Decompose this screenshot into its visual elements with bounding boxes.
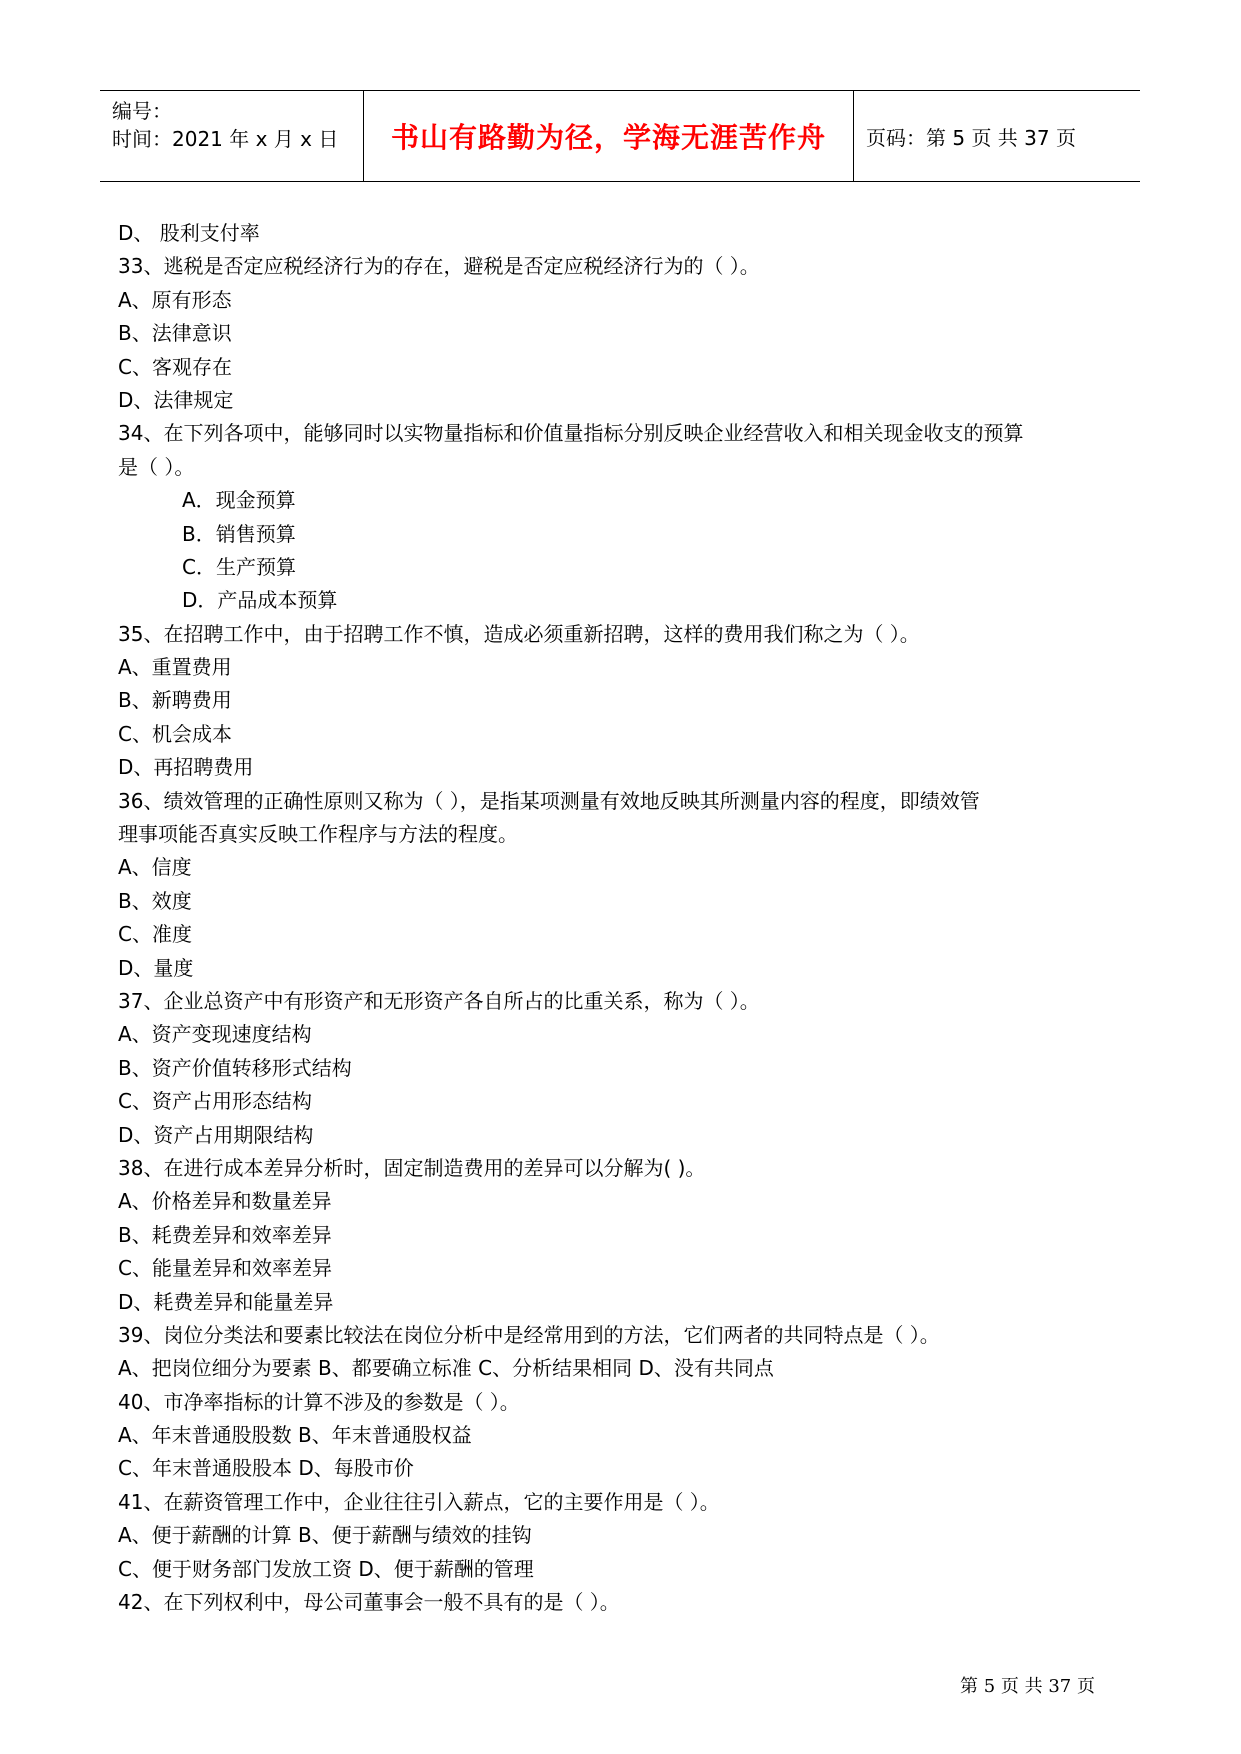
text-line: 是（ ）。 — [118, 454, 195, 479]
text-line: C．生产预算 — [182, 554, 296, 579]
text-line: 理事项能否真实反映工作程序与方法的程度。 — [118, 822, 518, 847]
header-motto-cell — [364, 91, 854, 181]
text-line: B、耗费差异和效率差异 — [118, 1222, 332, 1247]
text-line: C、机会成本 — [118, 721, 232, 746]
text-line: B、法律意识 — [118, 321, 232, 346]
text-line: A、资产变现速度结构 — [118, 1022, 312, 1047]
text-line: D、资产占用期限结构 — [118, 1122, 314, 1147]
text-line: B、新聘费用 — [118, 688, 232, 713]
text-line: D、量度 — [118, 955, 194, 980]
text-line: D、再招聘费用 — [118, 755, 254, 780]
text-line: C、能量差异和效率差异 — [118, 1256, 332, 1281]
text-line: C、资产占用形态结构 — [118, 1089, 312, 1114]
text-line: A．现金预算 — [182, 488, 296, 513]
text-line: B．销售预算 — [182, 521, 296, 546]
text-line: 37、企业总资产中有形资产和无形资产各自所占的比重关系，称为（ ）。 — [118, 988, 760, 1013]
document-header — [100, 90, 1140, 182]
text-line: B、效度 — [118, 888, 192, 913]
text-line: D、耗费差异和能量差异 — [118, 1289, 334, 1314]
text-line: 38、在进行成本差异分析时，固定制造费用的差异可以分解为( )。 — [118, 1155, 706, 1180]
text-line: 35、在招聘工作中，由于招聘工作不慎，造成必须重新招聘，这样的费用我们称之为（ ）。 — [118, 621, 920, 646]
motto-text: 书山有路勤为径，学海无涯苦作舟 — [390, 121, 826, 154]
text-line: 41、在薪资管理工作中，企业往往引入薪点，它的主要作用是（ ）。 — [118, 1489, 720, 1514]
time-label: 时间：2021 年 x 月 x 日 — [112, 127, 339, 151]
text-line: 36、绩效管理的正确性原则又称为（ ），是指某项测量有效地反映其所测量内容的程度，即绩效管 — [118, 788, 980, 813]
text-line: D、法律规定 — [118, 387, 234, 412]
header-meta-cell — [100, 91, 364, 181]
text-line: 40、市净率指标的计算不涉及的参数是（ ）。 — [118, 1389, 520, 1414]
page-info: 页码：第 5 页 共 37 页 — [866, 125, 1076, 150]
text-line: A、年末普通股股数 B、年末普通股权益 — [118, 1423, 472, 1448]
page-footer: 第 5 页 共 37 页 — [960, 1676, 1095, 1697]
header-page-cell — [854, 91, 1140, 181]
text-line: A、把岗位细分为要素 B、都要确立标准 C、分析结果相同 D、没有共同点 — [118, 1356, 774, 1381]
text-line: 39、岗位分类法和要素比较法在岗位分析中是经常用到的方法，它们两者的共同特点是（ ）。 — [118, 1322, 940, 1347]
text-line: B、资产价值转移形式结构 — [118, 1055, 352, 1080]
text-line: C、准度 — [118, 922, 192, 947]
serial-label: 编号： — [112, 99, 172, 123]
text-line: C、年末普通股股本 D、每股市价 — [118, 1456, 414, 1481]
text-line: C、客观存在 — [118, 354, 232, 379]
text-line: A、重置费用 — [118, 655, 232, 680]
text-line: D．产品成本预算 — [182, 588, 338, 613]
question-list — [118, 217, 1128, 1619]
text-line: A、信度 — [118, 855, 192, 880]
text-line: 33、逃税是否定应税经济行为的存在，避税是否定应税经济行为的（ ）。 — [118, 254, 760, 279]
text-line: C、便于财务部门发放工资 D、便于薪酬的管理 — [118, 1556, 534, 1581]
text-line: A、原有形态 — [118, 287, 232, 312]
text-line: 34、在下列各项中，能够同时以实物量指标和价值量指标分别反映企业经营收入和相关现金收支的预算 — [118, 421, 1024, 446]
text-line: 42、在下列权利中，母公司董事会一般不具有的是（ ）。 — [118, 1590, 620, 1615]
text-line: D、 股利支付率 — [118, 221, 260, 245]
text-line: A、便于薪酬的计算 B、便于薪酬与绩效的挂钩 — [118, 1523, 532, 1548]
text-line: A、价格差异和数量差异 — [118, 1189, 332, 1214]
